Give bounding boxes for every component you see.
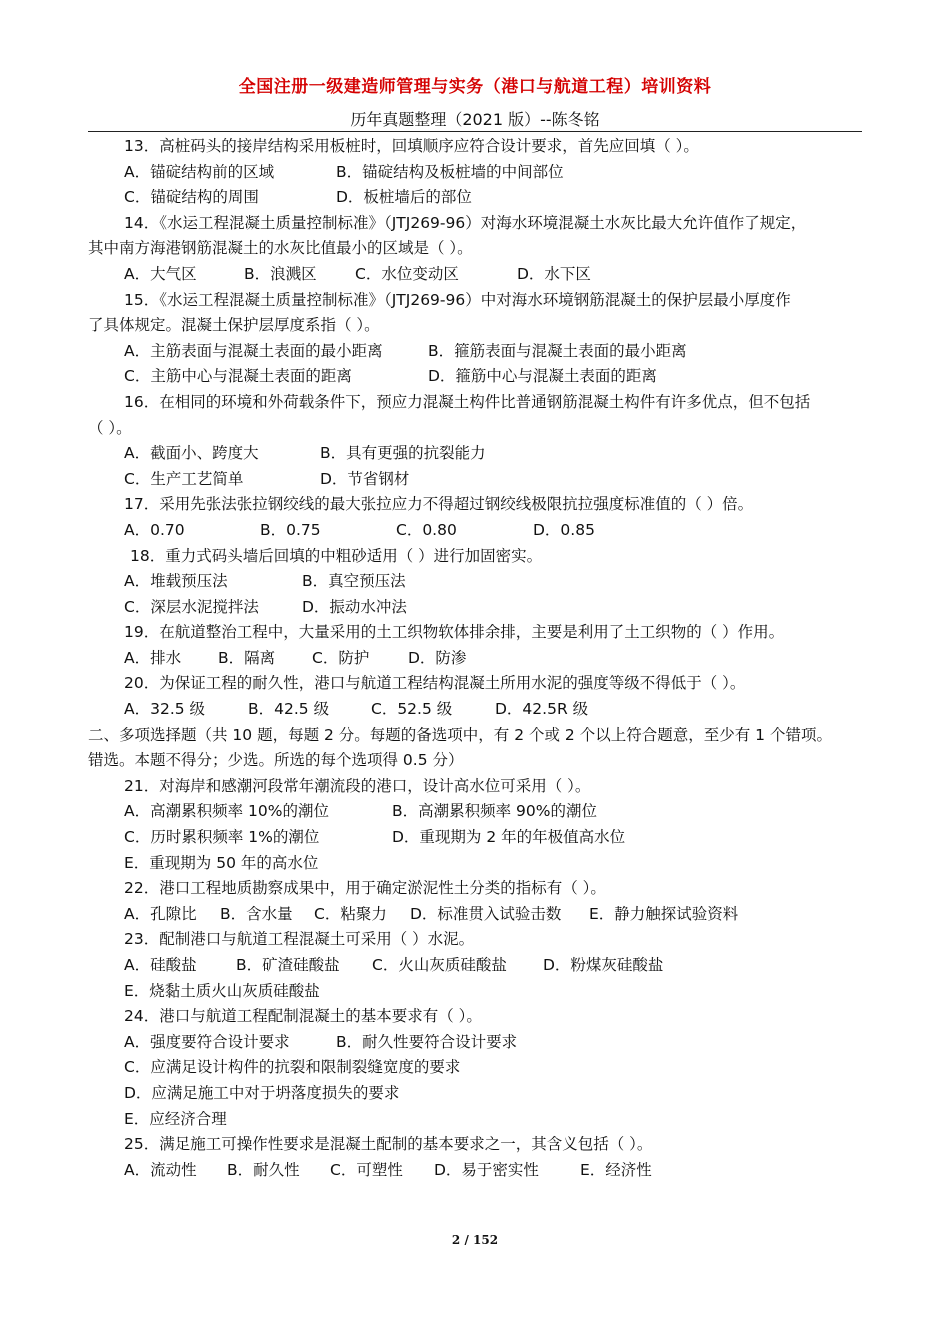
question-17: 17．采用先张法张拉钢绞线的最大张拉应力不得超过钢绞线极限抗拉强度标准值的（ ）倍。 [124, 495, 754, 514]
option-text: A．32.5 级 [124, 700, 206, 719]
option-text: B．矿渣硅酸盐 [236, 956, 340, 974]
option-text: D．重现期为 2 年的年极值高水位 [392, 828, 626, 847]
option-text: D．0.85 [533, 520, 595, 539]
option-text: B．0.75 [260, 520, 321, 539]
question-20: 20．为保证工程的耐久性，港口与航道工程结构混凝土所用水泥的强度等级不得低于（ ）。 [124, 674, 746, 693]
option-text: E．烧黏土质火山灰质硅酸盐 [124, 981, 320, 1000]
option-text: A．锚碇结构前的区域 [124, 162, 275, 181]
option-text: D．易于密实性 [434, 1160, 539, 1179]
option-text: D．箍筋中心与混凝土表面的距离 [428, 367, 657, 386]
question-13-options-2 [88, 185, 864, 211]
question-17-options [88, 518, 864, 544]
option-text: A．堆载预压法 [124, 572, 228, 591]
question-13-options-1 [88, 160, 864, 186]
question-13: 13．高桩码头的接岸结构采用板桩时，回填顺序应符合设计要求，首先应回填（ ）。 [124, 137, 699, 155]
question-21-options-3 [88, 851, 864, 877]
question-16-line-2: （ ）。 [88, 418, 132, 437]
question-25: 25．满足施工可操作性要求是混凝土配制的基本要求之一，其含义包括（ ）。 [124, 1135, 653, 1154]
question-21-options-1 [88, 799, 864, 825]
option-text: C．锚碇结构的周围 [124, 188, 259, 207]
question-15-line-2: 了具体规定。混凝土保护层厚度系指（ ）。 [88, 316, 380, 335]
option-text: A．硅酸盐 [124, 956, 197, 974]
option-text: C．主筋中心与混凝土表面的距离 [124, 367, 352, 386]
option-text: A．流动性 [124, 1160, 197, 1179]
option-text: D．标准贯入试验击数 [410, 904, 562, 923]
option-text: C．0.80 [396, 520, 457, 539]
option-text: C．水位变动区 [355, 264, 459, 283]
question-24-options-4: E．应经济合理 [124, 1109, 227, 1128]
option-text: A．0.70 [124, 520, 185, 539]
question-22-options [88, 902, 864, 928]
page-number: 2 / 152 [451, 1233, 499, 1247]
option-text: E．经济性 [580, 1160, 652, 1179]
question-20-options [88, 697, 864, 723]
option-text: A．大气区 [124, 264, 197, 283]
option-text: B．含水量 [220, 904, 293, 923]
option-text: B．具有更强的抗裂能力 [320, 444, 486, 463]
question-23-options-1 [88, 953, 864, 979]
section-2-heading-line-1: 二、多项选择题（共 10 题，每题 2 分。每题的备选项中，有 2 个或 2 个以上符合题意，至少有 1 个错项。 [88, 725, 832, 744]
option-text: B．隔离 [218, 648, 276, 667]
option-text: C．历时累积频率 1%的潮位 [124, 828, 320, 847]
option-text: B．锚碇结构及板桩墙的中间部位 [336, 162, 564, 181]
option-text: B．耐久性要符合设计要求 [336, 1032, 518, 1051]
option-text: A．排水 [124, 648, 182, 667]
question-25-options [88, 1158, 864, 1184]
option-text: C．可塑性 [330, 1160, 403, 1179]
option-text: B．42.5 级 [248, 700, 330, 719]
question-22: 22．港口工程地质勘察成果中，用于确定淤泥性土分类的指标有（ ）。 [124, 879, 606, 898]
document-title: 全国注册一级建造师管理与实务（港口与航道工程）培训资料 [238, 77, 712, 97]
option-text: C．火山灰质硅酸盐 [372, 956, 507, 974]
option-text: D．板桩墙后的部位 [336, 188, 472, 207]
question-24: 24．港口与航道工程配制混凝土的基本要求有（ ）。 [124, 1007, 482, 1026]
question-list [88, 134, 864, 1183]
question-24-options-1 [88, 1030, 864, 1056]
option-text: C．防护 [312, 648, 370, 667]
option-text: A．高潮累积频率 10%的潮位 [124, 802, 329, 821]
option-text: C．52.5 级 [371, 700, 453, 719]
option-text: C．粘聚力 [314, 904, 387, 923]
option-text: B．高潮累积频率 90%的潮位 [392, 802, 598, 821]
option-text: D．节省钢材 [320, 469, 410, 488]
question-19: 19．在航道整治工程中，大量采用的土工织物软体排余排，主要是利用了土工织物的（ ）作用。 [124, 623, 785, 642]
question-18-options-2 [88, 595, 864, 621]
option-text: D．粉煤灰硅酸盐 [543, 956, 664, 974]
question-14-options [88, 262, 864, 288]
question-15-options-1 [88, 339, 864, 365]
option-text: D．42.5R 级 [495, 700, 589, 719]
option-text: C．生产工艺简单 [124, 469, 244, 488]
question-15-options-2 [88, 364, 864, 390]
question-14-line-1: 14．《水运工程混凝土质量控制标准》（JTJ269-96）对海水环境混凝土水灰比最大允许值作了规定， [124, 213, 807, 232]
question-14-line-2: 其中南方海港钢筋混凝土的水灰比值最小的区域是（ ）。 [88, 239, 473, 258]
section-2-heading-line-2: 错选。本题不得分；少选。所选的每个选项得 0.5 分） [88, 751, 464, 770]
question-15-line-1: 15．《水运工程混凝土质量控制标准》（JTJ269-96）中对海水环境钢筋混凝土的保护层最小厚度作 [124, 290, 791, 309]
question-24-options-3: D．应满足施工中对于坍落度损失的要求 [124, 1083, 400, 1102]
option-text: B．真空预压法 [302, 572, 406, 591]
question-16-line-1: 16．在相同的环境和外荷载条件下，预应力混凝土构件比普通钢筋混凝土构件有许多优点，但不包括 [124, 392, 811, 411]
option-text: C．深层水泥搅拌法 [124, 597, 259, 616]
option-text: A．截面小、跨度大 [124, 444, 259, 463]
option-text: B．耐久性 [227, 1160, 300, 1179]
option-text: B．浪溅区 [244, 264, 317, 283]
option-text: A．强度要符合设计要求 [124, 1032, 290, 1051]
document-subtitle: 历年真题整理（2021 版）--陈冬铭 [350, 110, 600, 129]
question-24-options-2: C．应满足设计构件的抗裂和限制裂缝宽度的要求 [124, 1058, 461, 1077]
question-19-options [88, 646, 864, 672]
option-text: E．静力触探试验资料 [589, 904, 739, 923]
option-text: D．防渗 [408, 648, 467, 667]
question-23-options-2 [88, 979, 864, 1005]
question-23: 23．配制港口与航道工程混凝土可采用（ ）水泥。 [124, 930, 475, 949]
header-divider [88, 131, 862, 132]
question-16-options-2 [88, 467, 864, 493]
option-text: D．振动水冲法 [302, 597, 407, 616]
option-text: D．水下区 [517, 264, 591, 283]
question-21: 21．对海岸和感潮河段常年潮流段的港口，设计高水位可采用（ ）。 [124, 776, 591, 795]
question-16-options-1 [88, 441, 864, 467]
option-text: E．重现期为 50 年的高水位 [124, 853, 319, 872]
option-text: A．主筋表面与混凝土表面的最小距离 [124, 341, 383, 360]
question-18-options-1 [88, 569, 864, 595]
option-text: B．箍筋表面与混凝土表面的最小距离 [428, 341, 687, 360]
option-text: A．孔隙比 [124, 904, 197, 923]
question-21-options-2 [88, 825, 864, 851]
question-18: 18．重力式码头墙后回填的中粗砂适用（ ）进行加固密实。 [130, 546, 543, 565]
